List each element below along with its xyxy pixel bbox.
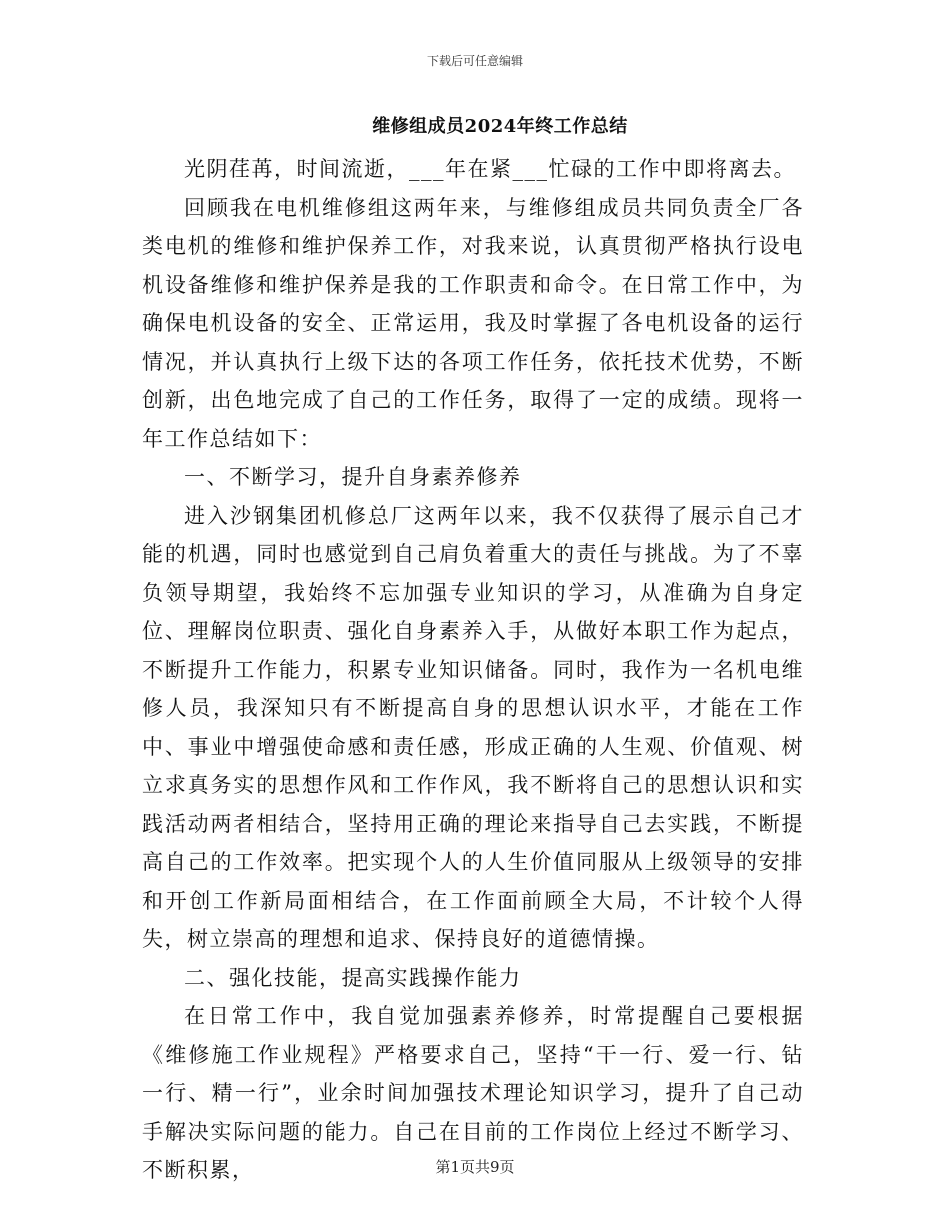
section-heading: 二、强化技能，提高实践操作能力 <box>184 965 522 990</box>
paragraph: 进入沙钢集团机修总厂这两年以来，我不仅获得了展示自己才能的机遇，同时也感觉到自己肩负着重大的责任与挑战。为了不辜负领导期望，我始终不忘加强专业知识的学习，从准确为自身定位、理解岗位职责、强化自身素养入手，从做好本职工作为起点，不断提升工作能力，积累专业知识储备。同时，我作为一名机电维修人员，我深知只有不断提高自身的思想认识水平，才能在工作中、事业中增强使命感和责任感，形成正确的人生观、价值观、树立求真务实的思想作风和工作作风，我不断将自己的思想认识和实践活动两者相结合，坚持用正确的理论来指导自己去实践，不断提高自己的工作效率。把实现个人的人生价值同服从上级领导的安排和开创工作新局面相结合，在工作面前顾全大局，不计较个人得失，树立崇高的理想和追求、保持良好的道德情操。 <box>142 503 804 951</box>
header-note: 下载后可任意编辑 <box>426 54 523 68</box>
paragraph: 光阴荏苒，时间流逝，___年在紧___忙碌的工作中即将离去。 <box>184 157 796 181</box>
paragraph: 在日常工作中，我自觉加强素养修养，时常提醒自己要根据《维修施工作业规程》严格要求自己，坚持“干一行、爱一行、钻一行、精一行”，业余时间加强技术理论知识学习，提升了自己动手解决实际问题的能力。自己在目前的工作岗位上经过不断学习、不断积累， <box>142 1004 804 1182</box>
section-heading: 一、不断学习，提升自身素养修养 <box>184 465 522 489</box>
document-body <box>142 150 804 1190</box>
paragraph: 回顾我在电机维修组这两年来，与维修组成员共同负责全厂各类电机的维修和维护保养工作，对我来说，认真贯彻严格执行设电机设备维修和维护保养是我的工作职责和命令。在日常工作中，为确保电机设备的安全、正常运用，我及时掌握了各电机设备的运行情况，并认真执行上级下达的各项工作任务，依托技术优势，不断创新，出色地完成了自己的工作任务，取得了一定的成绩。现将一年工作总结如下： <box>142 195 804 451</box>
document-title: 维修组成员2024年终工作总结 <box>372 116 628 137</box>
page-number: 第1页共9页 <box>435 1158 515 1176</box>
